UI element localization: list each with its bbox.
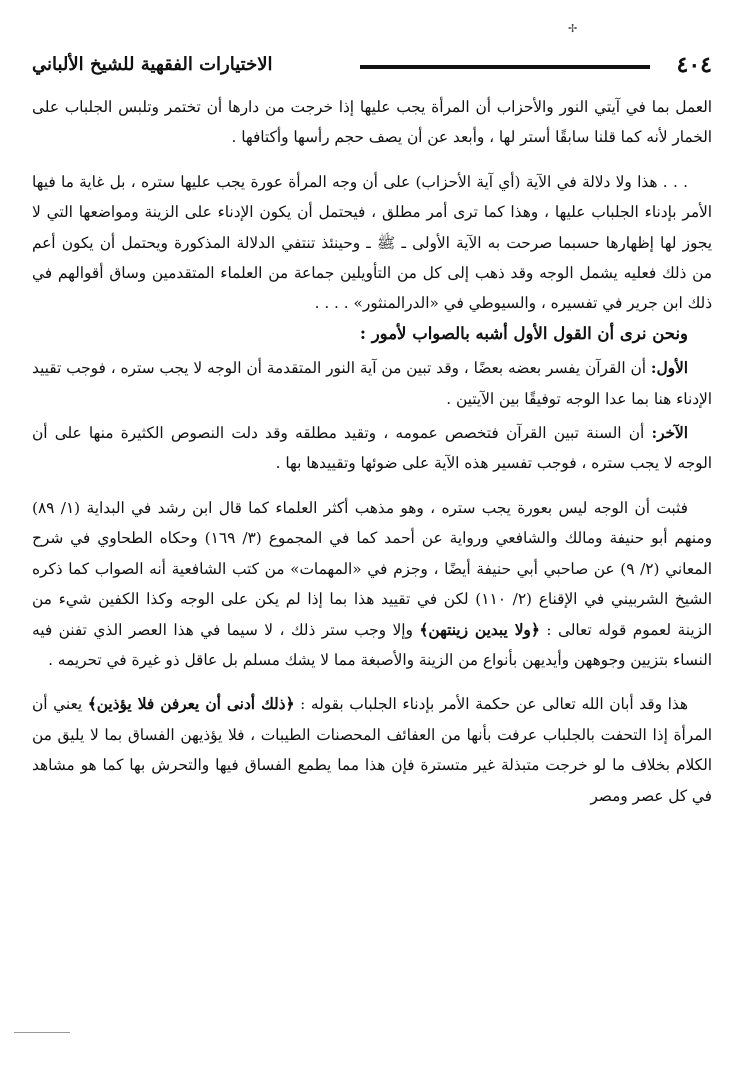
- wisdom-text-2: يعني أن المرأة إذا التحفت بالجلباب عرفت بأنها من العفائف المحصنات الطيبات ، فلا يؤذيهن الفساق بما لا يليق من الكلام بخلاف ما لو خرجت متبذلة غير متسترة فإن هذا مما يطمع الفساق فيها والتحرش بها كما هو مشاهد في كل عصر ومصر: [32, 695, 712, 805]
- section-subheading: ونحن نرى أن القول الأول أشبه بالصواب لأمور :: [359, 323, 688, 343]
- header-rule: [360, 65, 650, 69]
- running-title: الاختيارات الفقهية للشيخ الألباني: [32, 54, 273, 75]
- scan-speck-icon: ✢: [568, 22, 578, 35]
- point-first-lead: الأول:: [650, 359, 688, 378]
- point-last-text: أن السنة تبين القرآن فتخصص عمومه ، وتقيد مطلقه وقد دلت النصوص الكثيرة منها على أن الوجه لا يجب ستره ، فوجب تفسير هذه الآية على ضوئها وتقييدها بها .: [32, 424, 712, 473]
- point-first-text: أن القرآن يفسر بعضه بعضًا ، وقد تبين من آية النور المتقدمة أن الوجه لا يجب ستره ، فوجب تقييد الإدناء هنا بما عدا الوجه توفيقًا بين الآيتين .: [32, 359, 712, 408]
- wisdom-text-1: هذا وقد أبان الله تعالى عن حكمة الأمر بإدناء الجلباب بقوله :: [300, 695, 688, 714]
- quran-verse-zeenah: ﴿ولا يبدين زينتهن﴾: [419, 620, 540, 639]
- page-header: [32, 48, 712, 88]
- paragraph-wisdom: [32, 689, 712, 811]
- point-last: [32, 418, 712, 479]
- conclusion-text-1: فثبت أن الوجه ليس بعورة يجب ستره ، وهو مذهب أكثر العلماء كما قال ابن رشد في البداية (١/ ٨٩) ومنهم أبو حنيفة ومالك والشافعي ورواية عن أحمد كما في المجموع (٣/ ١٦٩) وحكاه الطحاوي في شرح المعاني (٢/ ٩) عن صاحبي أبي حنيفة أيضًا ، وجزم في «المهمات» من كتب الشافعية أنه الصواب كما ذكره الشيخ الشربيني في الإقناع (٢/ ١١٠) لكن في تقييد هذا بما إذا لم يكن على الوجه وكذا الكفين شيء من الزينة لعموم قوله تعالى :: [32, 498, 712, 639]
- quran-verse-adna: ﴿ذلك أدنى أن يعرفن فلا يؤذين﴾: [87, 695, 295, 714]
- point-last-lead: الآخر:: [651, 424, 688, 443]
- page-number: ٤٠٤: [676, 52, 712, 78]
- page-body: [32, 92, 712, 811]
- paragraph-1: العمل بما في آيتي النور والأحزاب أن المرأة يجب عليها إذا خرجت من دارها أن تختمر وتلبس الجلباب على الخمار لأنه كما قلنا سابقًا أستر لها ، وأبعد عن أن يصف حجم رأسها وأكتافها .: [32, 98, 712, 147]
- scan-edge-line: [14, 1032, 70, 1033]
- point-first: [32, 353, 712, 414]
- conclusion-text-2: وإلا وجب ستر ذلك ، لا سيما في هذا العصر الذي تفنن فيه النساء بتزيين وجوههن وأيديهن بأنواع من الزينة والأصبغة مما لا يشك مسلم بل عاقل ذو غيرة في تحريمه .: [32, 620, 712, 669]
- paragraph-conclusion: [32, 493, 712, 675]
- paragraph-2: . . . هذا ولا دلالة في الآية (أي آية الأحزاب) على أن وجه المرأة عورة يجب عليها ستره ، بل غاية ما فيها الأمر بإدناء الجلباب عليها ، وهذا كما ترى أمر مطلق ، فيحتمل أن يكون الإدناء على الزينة ومواضعها التي لا يجوز لها إظهارها حسبما صرحت به الآية الأولى ـ ﷺ ـ وحينئذ تنتفي الدلالة المذكورة ويحتمل أن يكون أعم من ذلك فعليه يشمل الوجه وقد ذهب إلى كل من التأويلين جماعة من العلماء المتقدمين وساق أقوالهم في ذلك ابن جرير في تفسيره ، والسيوطي في «الدرالمنثور» . . . .: [32, 172, 712, 313]
